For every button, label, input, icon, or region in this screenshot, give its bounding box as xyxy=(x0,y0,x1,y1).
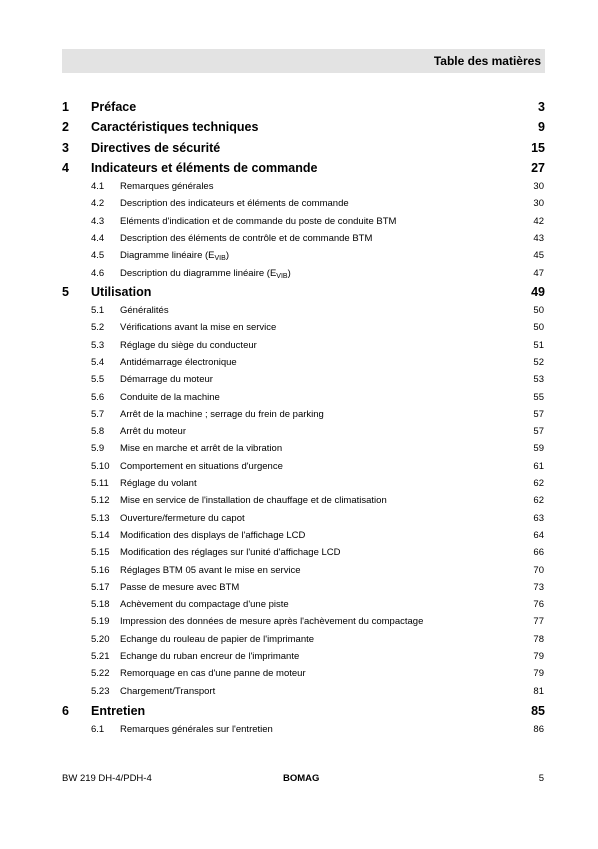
toc-number: 5.20 xyxy=(91,633,110,645)
toc-title: Description des éléments de contrôle et de commande BTM xyxy=(120,232,373,244)
toc-number: 5.10 xyxy=(91,460,110,472)
toc-title: Impression des données de mesure après l'achèvement du compactage xyxy=(120,616,424,628)
toc-page-number: 61 xyxy=(533,460,544,472)
toc-title: Remorquage en cas d'une panne de moteur xyxy=(120,668,306,680)
toc-number: 5.9 xyxy=(91,443,105,455)
toc-number: 5.21 xyxy=(91,651,110,662)
toc-number: 1 xyxy=(62,100,69,114)
toc-title: Description des indicateurs et éléments de commande xyxy=(120,198,349,210)
toc-number: 4.6 xyxy=(91,267,105,279)
toc-number: 3 xyxy=(62,141,69,155)
toc-page-number: 42 xyxy=(533,215,544,227)
toc-page-number: 30 xyxy=(533,181,544,192)
toc-page-number: 30 xyxy=(533,198,544,210)
toc-title: Utilisation xyxy=(91,285,152,299)
toc-page-number: 86 xyxy=(533,724,544,735)
toc-number: 5 xyxy=(62,285,69,299)
toc-title: Echange du rouleau de papier de l'imprimante xyxy=(120,633,315,645)
toc-title: Mise en marche et arrêt de la vibration xyxy=(120,443,283,455)
toc-page-number: 50 xyxy=(533,322,544,334)
toc-number: 6.1 xyxy=(91,724,105,735)
toc-number: 5.19 xyxy=(91,616,110,628)
toc-number: 5.7 xyxy=(91,408,105,420)
toc-title-text: Description du diagramme linéaire (E xyxy=(120,267,277,279)
toc-title: Eléments d'indication et de commande du poste de conduite BTM xyxy=(120,215,397,227)
toc-title: Préface xyxy=(91,100,137,114)
toc-title xyxy=(120,268,291,280)
toc-title-subscript: VIB xyxy=(276,272,288,280)
toc-page-number: 78 xyxy=(533,633,544,645)
toc-page-number: 53 xyxy=(533,374,544,386)
toc-number: 5.5 xyxy=(91,374,105,386)
toc-title: Remarques générales xyxy=(120,181,214,192)
toc-title: Réglage du siège du conducteur xyxy=(120,339,257,351)
toc-page-number: 73 xyxy=(533,581,544,593)
toc-title-suffix: ) xyxy=(225,250,229,262)
toc-number: 5.3 xyxy=(91,339,105,351)
toc-page-number: 59 xyxy=(533,443,544,455)
toc-page-number: 49 xyxy=(531,285,545,299)
toc-number: 5.14 xyxy=(91,529,110,541)
toc-number: 5.13 xyxy=(91,512,110,524)
toc-title: Passe de mesure avec BTM xyxy=(120,581,240,593)
toc-title: Généralités xyxy=(120,305,169,316)
toc-title-text: Diagramme linéaire (E xyxy=(120,250,215,262)
footer-page-number: 5 xyxy=(538,773,544,784)
toc-title: Modification des displays de l'affichage LCD xyxy=(120,529,306,541)
toc-page-number: 81 xyxy=(533,685,544,697)
toc-number: 4.5 xyxy=(91,250,105,262)
toc-title: Indicateurs et éléments de commande xyxy=(91,161,318,175)
toc-title: Conduite de la machine xyxy=(120,391,220,403)
toc-title: Caractéristiques techniques xyxy=(91,120,259,134)
toc-number: 5.23 xyxy=(91,685,110,697)
toc-title: Antidémarrage électronique xyxy=(120,356,237,368)
toc-number: 4.3 xyxy=(91,215,105,227)
toc-number: 4.1 xyxy=(91,181,105,192)
toc-page-number: 47 xyxy=(533,267,544,279)
toc-page-number: 15 xyxy=(531,141,545,155)
toc-title: Vérifications avant la mise en service xyxy=(120,322,277,334)
toc-number: 4 xyxy=(62,161,69,175)
toc-title: Directives de sécurité xyxy=(91,141,221,155)
toc-page-number: 63 xyxy=(533,512,544,524)
toc-page-number: 64 xyxy=(533,529,544,541)
toc-title: Remarques générales sur l'entretien xyxy=(120,724,273,735)
toc-title: Entretien xyxy=(91,704,146,718)
toc-title: Ouverture/fermeture du capot xyxy=(120,512,245,524)
toc-page-number: 76 xyxy=(533,599,544,611)
toc-number: 4.2 xyxy=(91,198,105,210)
toc-number: 5.18 xyxy=(91,599,110,611)
toc-page-number: 79 xyxy=(533,651,544,662)
toc-title: Achèvement du compactage d'une piste xyxy=(120,599,289,611)
toc-number: 5.15 xyxy=(91,547,110,559)
toc-title: Réglages BTM 05 avant le mise en service xyxy=(120,564,301,576)
toc-number: 5.17 xyxy=(91,581,110,593)
toc-title: Comportement en situations d'urgence xyxy=(120,460,283,472)
toc-page-number: 57 xyxy=(533,426,544,438)
toc-page-number: 52 xyxy=(533,356,544,368)
toc-number: 5.1 xyxy=(91,305,105,316)
toc-title: Démarrage du moteur xyxy=(120,374,213,386)
toc-number: 5.4 xyxy=(91,356,105,368)
toc-number: 2 xyxy=(62,120,69,134)
page-title: Table des matières xyxy=(433,54,541,68)
toc-page-number: 45 xyxy=(533,250,544,262)
toc-number: 5.6 xyxy=(91,391,105,403)
toc-page-number: 9 xyxy=(538,120,545,134)
toc-number: 5.8 xyxy=(91,426,105,438)
toc-title: Arrêt de la machine ; serrage du frein de parking xyxy=(120,408,324,420)
toc-number: 6 xyxy=(62,704,69,718)
toc-page-number: 62 xyxy=(533,478,544,489)
toc-title: Arrêt du moteur xyxy=(120,426,186,438)
toc-title: Modification des réglages sur l'unité d'affichage LCD xyxy=(120,547,341,559)
header-bar xyxy=(62,49,545,73)
toc-page-number: 50 xyxy=(533,305,544,316)
toc-number: 5.11 xyxy=(91,478,109,489)
toc-page-number: 27 xyxy=(531,161,545,175)
toc-number: 4.4 xyxy=(91,232,105,244)
toc-page-number: 66 xyxy=(533,547,544,559)
footer-brand: BOMAG xyxy=(283,773,320,784)
toc-page-number: 70 xyxy=(533,564,544,576)
footer-model: BW 219 DH-4/PDH-4 xyxy=(62,773,152,784)
toc-page-number: 3 xyxy=(538,100,545,114)
toc-page-number: 85 xyxy=(531,704,545,718)
toc-page-number: 79 xyxy=(533,668,544,680)
toc-title xyxy=(120,250,229,262)
toc-page-number: 55 xyxy=(533,391,544,403)
toc-number: 5.22 xyxy=(91,668,110,680)
toc-page-number: 57 xyxy=(533,408,544,420)
toc-page-number: 62 xyxy=(533,495,544,507)
toc-number: 5.12 xyxy=(91,495,110,507)
toc-title: Mise en service de l'installation de chauffage et de climatisation xyxy=(120,495,387,507)
toc-title: Echange du ruban encreur de l'imprimante xyxy=(120,651,300,662)
toc-title-suffix: ) xyxy=(287,267,291,279)
toc-page-number: 77 xyxy=(533,616,544,628)
toc-number: 5.16 xyxy=(91,564,110,576)
toc-title: Réglage du volant xyxy=(120,478,197,489)
toc-page-number: 43 xyxy=(533,232,544,244)
toc-number: 5.2 xyxy=(91,322,105,334)
toc-title: Chargement/Transport xyxy=(120,685,216,697)
toc-title-subscript: VIB xyxy=(214,255,226,263)
toc-page-number: 51 xyxy=(533,339,544,351)
